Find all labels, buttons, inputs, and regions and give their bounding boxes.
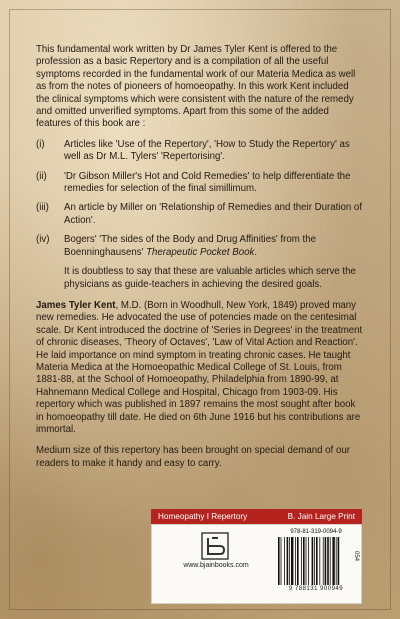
- list-item: [36, 171, 364, 196]
- barcode-block: [276, 529, 356, 592]
- publisher-box: [151, 524, 362, 604]
- list-item-text: Articles like 'Use of the Repertory', 'How to Study the Repertory' as well as Dr M.L. Tylers' 'Repertorising'.: [64, 138, 350, 163]
- imprint-label: B. Jain Large Print: [287, 512, 355, 521]
- author-bio-text: , M.D. (Born in Woodhull, New York, 1849) proved many new remedies. He advocated the use of potencies made on the centesimal scale. Dr Kent introduced the doctrine of 'Series in Degrees' in the treatment of chronic diseases, 'Theory of Octaves', 'Law of Vital Action and Reaction'. He laid importance on mind symptom in treating chronic cases. He taught Materia Medica at the Homoeopathic Medical College of St. Louis, from 1881-88, at the School of Homoeopathy, Philadelphia from 1890-99, at Hahnemann Medical College and Hospital, Chicago from 1903-09. His repertory which was published in 1897 remains the most sought after book in homoeopathy till date. He died on 6th June 1916 but his contributions are immortal.: [36, 299, 363, 435]
- intro-paragraph: This fundamental work written by Dr James Tyler Kent is offered to the profession as a basic Repertory and is a compilation of all the useful symptoms recorded in the fundamental work of our Materia Medica as well as from the notes of pioneers of homoeopathy. In this work Kent included the clinical symptoms which were consistent with the nature of the remedy and omitted unverified symptoms. Apart from this some of the added features of this book are :: [36, 44, 356, 130]
- isbn-text: 978-81-319-0094-9: [290, 529, 342, 535]
- list-item-text: An article by Miller on 'Relationship of Remedies and their Duration of Action'.: [64, 202, 363, 226]
- list-item-number: (ii): [36, 170, 47, 182]
- list-item-number: (iv): [36, 234, 50, 246]
- list-item: [36, 139, 364, 164]
- barcode-digits: 9 788131 900949: [288, 586, 344, 592]
- category-label: Homeopathy I Repertory: [158, 512, 248, 521]
- author-name: James Tyler Kent: [36, 299, 116, 311]
- list-item: [36, 202, 364, 227]
- list-item-text: 'Dr Gibson Miller's Hot and Cold Remedies' to help differentiate the remedies for selection of the final simillimum.: [64, 170, 351, 195]
- closing-paragraph: It is doubtless to say that these are valuable articles which serve the physicians as guide-teachers in achieving the desired goals.: [64, 266, 356, 290]
- list-item: [36, 234, 364, 259]
- edition-note: Medium size of this repertory has been brought on special demand of our readers to make it handy and easy to carry.: [36, 445, 350, 469]
- barcode: [276, 537, 356, 585]
- features-list: [36, 139, 364, 291]
- list-item-number: (iii): [36, 202, 49, 214]
- book-title-italic: Therapeutic Pocket Book: [146, 246, 255, 258]
- list-item-text: [64, 234, 364, 259]
- list-item-text-part: Bogers' 'The sides of the Body and Drug Affinities' from the Boenninghausens': [64, 234, 316, 258]
- publisher-logo-icon: [200, 531, 230, 561]
- publisher-url[interactable]: www.bjainbooks.com: [183, 562, 249, 569]
- category-banner: [151, 509, 362, 524]
- back-cover-text: [36, 44, 364, 470]
- price-code: 054: [353, 551, 359, 562]
- list-item-number: (i): [36, 138, 45, 150]
- list-item-text-part: .: [254, 246, 258, 258]
- author-bio: [36, 300, 364, 436]
